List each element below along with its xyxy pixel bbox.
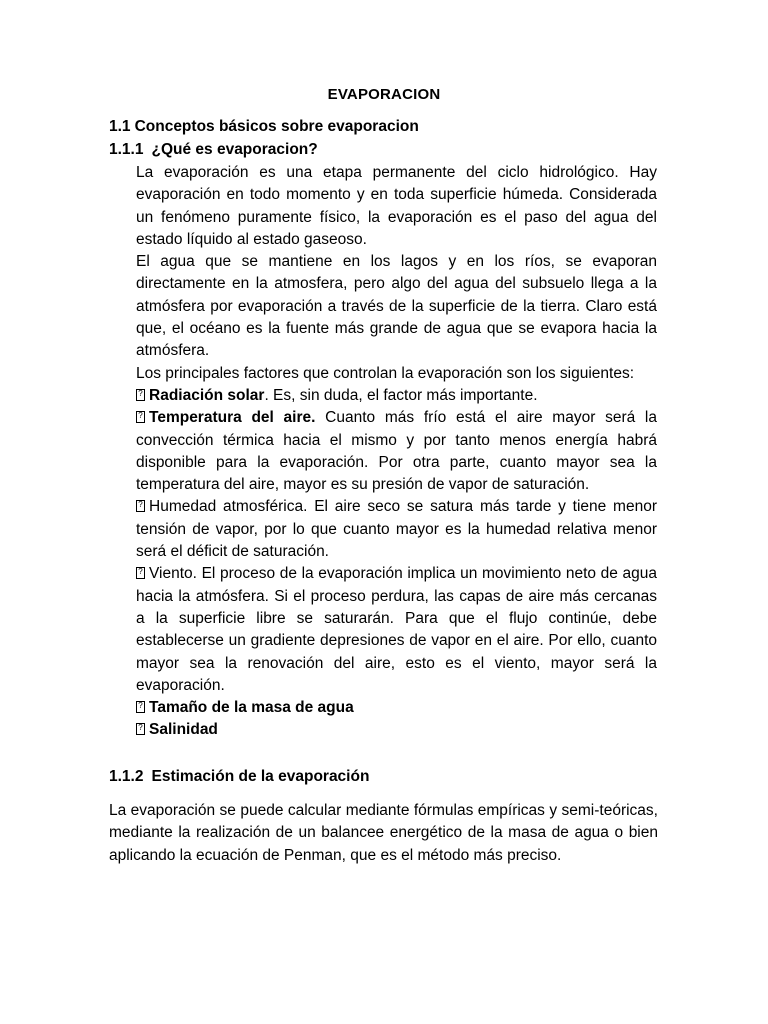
section-body bbox=[136, 162, 657, 742]
missing-glyph-bullet-icon bbox=[136, 701, 145, 713]
factor-text: . Es, sin duda, el factor más importante. bbox=[264, 386, 538, 404]
missing-glyph-bullet-icon bbox=[136, 500, 145, 512]
paragraph-estimation: La evaporación se puede calcular mediante fórmulas empíricas y semi-teóricas, mediante la realización de un balancee energético de la masa de agua o bien aplicando la ecuación de Penman, que es el método más preciso. bbox=[109, 802, 658, 864]
factor-humedad bbox=[136, 496, 657, 563]
factor-text: Viento. El proceso de la evaporación implica un movimiento neto de agua hacia la atmósfera. Si el proceso perdura, las capas de aire más cercanas a la superficie libre se saturarán. Para que el flujo continúe, debe establecerse un gradiente depresiones de vapor en el aire. Por ello, cuanto mayor sea la renovación del aire, esto es el viento, mayor será la evaporación. bbox=[136, 565, 657, 694]
factor-title: Salinidad bbox=[149, 721, 218, 739]
document-title: EVAPORACION bbox=[327, 86, 441, 103]
section-number: 1.1.1 bbox=[109, 141, 144, 158]
factor-text: Cuanto más frío está el aire mayor será la convección térmica hacia el mismo y por tanto menos energía habrá disponible para la evaporación. Por otra parte, cuanto mayor sea la temperatura del aire, mayor es su presión de vapor de saturación. bbox=[136, 409, 657, 494]
section-label: Estimación de la evaporación bbox=[151, 768, 370, 785]
factor-tamano bbox=[136, 697, 657, 719]
section-heading-1-1 bbox=[109, 118, 419, 136]
paragraph-definition: La evaporación es una etapa permanente del ciclo hidrológico. Hay evaporación en todo momento y en toda superficie húmeda. Considerada un fenómeno puramente físico, la evaporación es el paso del agua del estado líquido al estado gaseoso. bbox=[136, 164, 657, 248]
section-label: ¿Qué es evaporacion? bbox=[151, 141, 318, 158]
missing-glyph-bullet-icon bbox=[136, 567, 145, 579]
section-number: 1.1.2 bbox=[109, 768, 144, 785]
estimation-body bbox=[109, 800, 658, 867]
factor-text: Humedad atmosférica. El aire seco se satura más tarde y tiene menor tensión de vapor, por lo que cuanto mayor es la humedad relativa menor será el déficit de saturación. bbox=[136, 498, 657, 561]
missing-glyph-bullet-icon bbox=[136, 411, 145, 423]
section-heading-1-1-1 bbox=[109, 141, 318, 159]
missing-glyph-bullet-icon bbox=[136, 389, 145, 401]
section-number: 1.1 bbox=[109, 118, 131, 135]
paragraph-water-sources: El agua que se mantiene en los lagos y en los ríos, se evaporan directamente en la atmosfera, pero algo del agua del subsuelo llega a la atmósfera por evaporación a través de la superficie de la tierra. Claro está que, el océano es la fuente más grande de agua que se evapora hacia la atmósfera. bbox=[136, 253, 657, 360]
factor-title: Radiación solar bbox=[149, 386, 265, 404]
section-label: Conceptos básicos sobre evaporacion bbox=[134, 118, 419, 135]
factor-title: Tamaño de la masa de agua bbox=[149, 699, 354, 717]
factor-temperatura bbox=[136, 407, 657, 496]
factor-title: Temperatura del aire. bbox=[149, 409, 316, 427]
paragraph-factors-intro: Los principales factores que controlan la evaporación son los siguientes: bbox=[136, 364, 635, 382]
factor-radiacion bbox=[136, 385, 657, 407]
factor-salinidad bbox=[136, 719, 657, 741]
factor-viento bbox=[136, 563, 657, 697]
section-heading-1-1-2 bbox=[109, 768, 369, 786]
missing-glyph-bullet-icon bbox=[136, 723, 145, 735]
